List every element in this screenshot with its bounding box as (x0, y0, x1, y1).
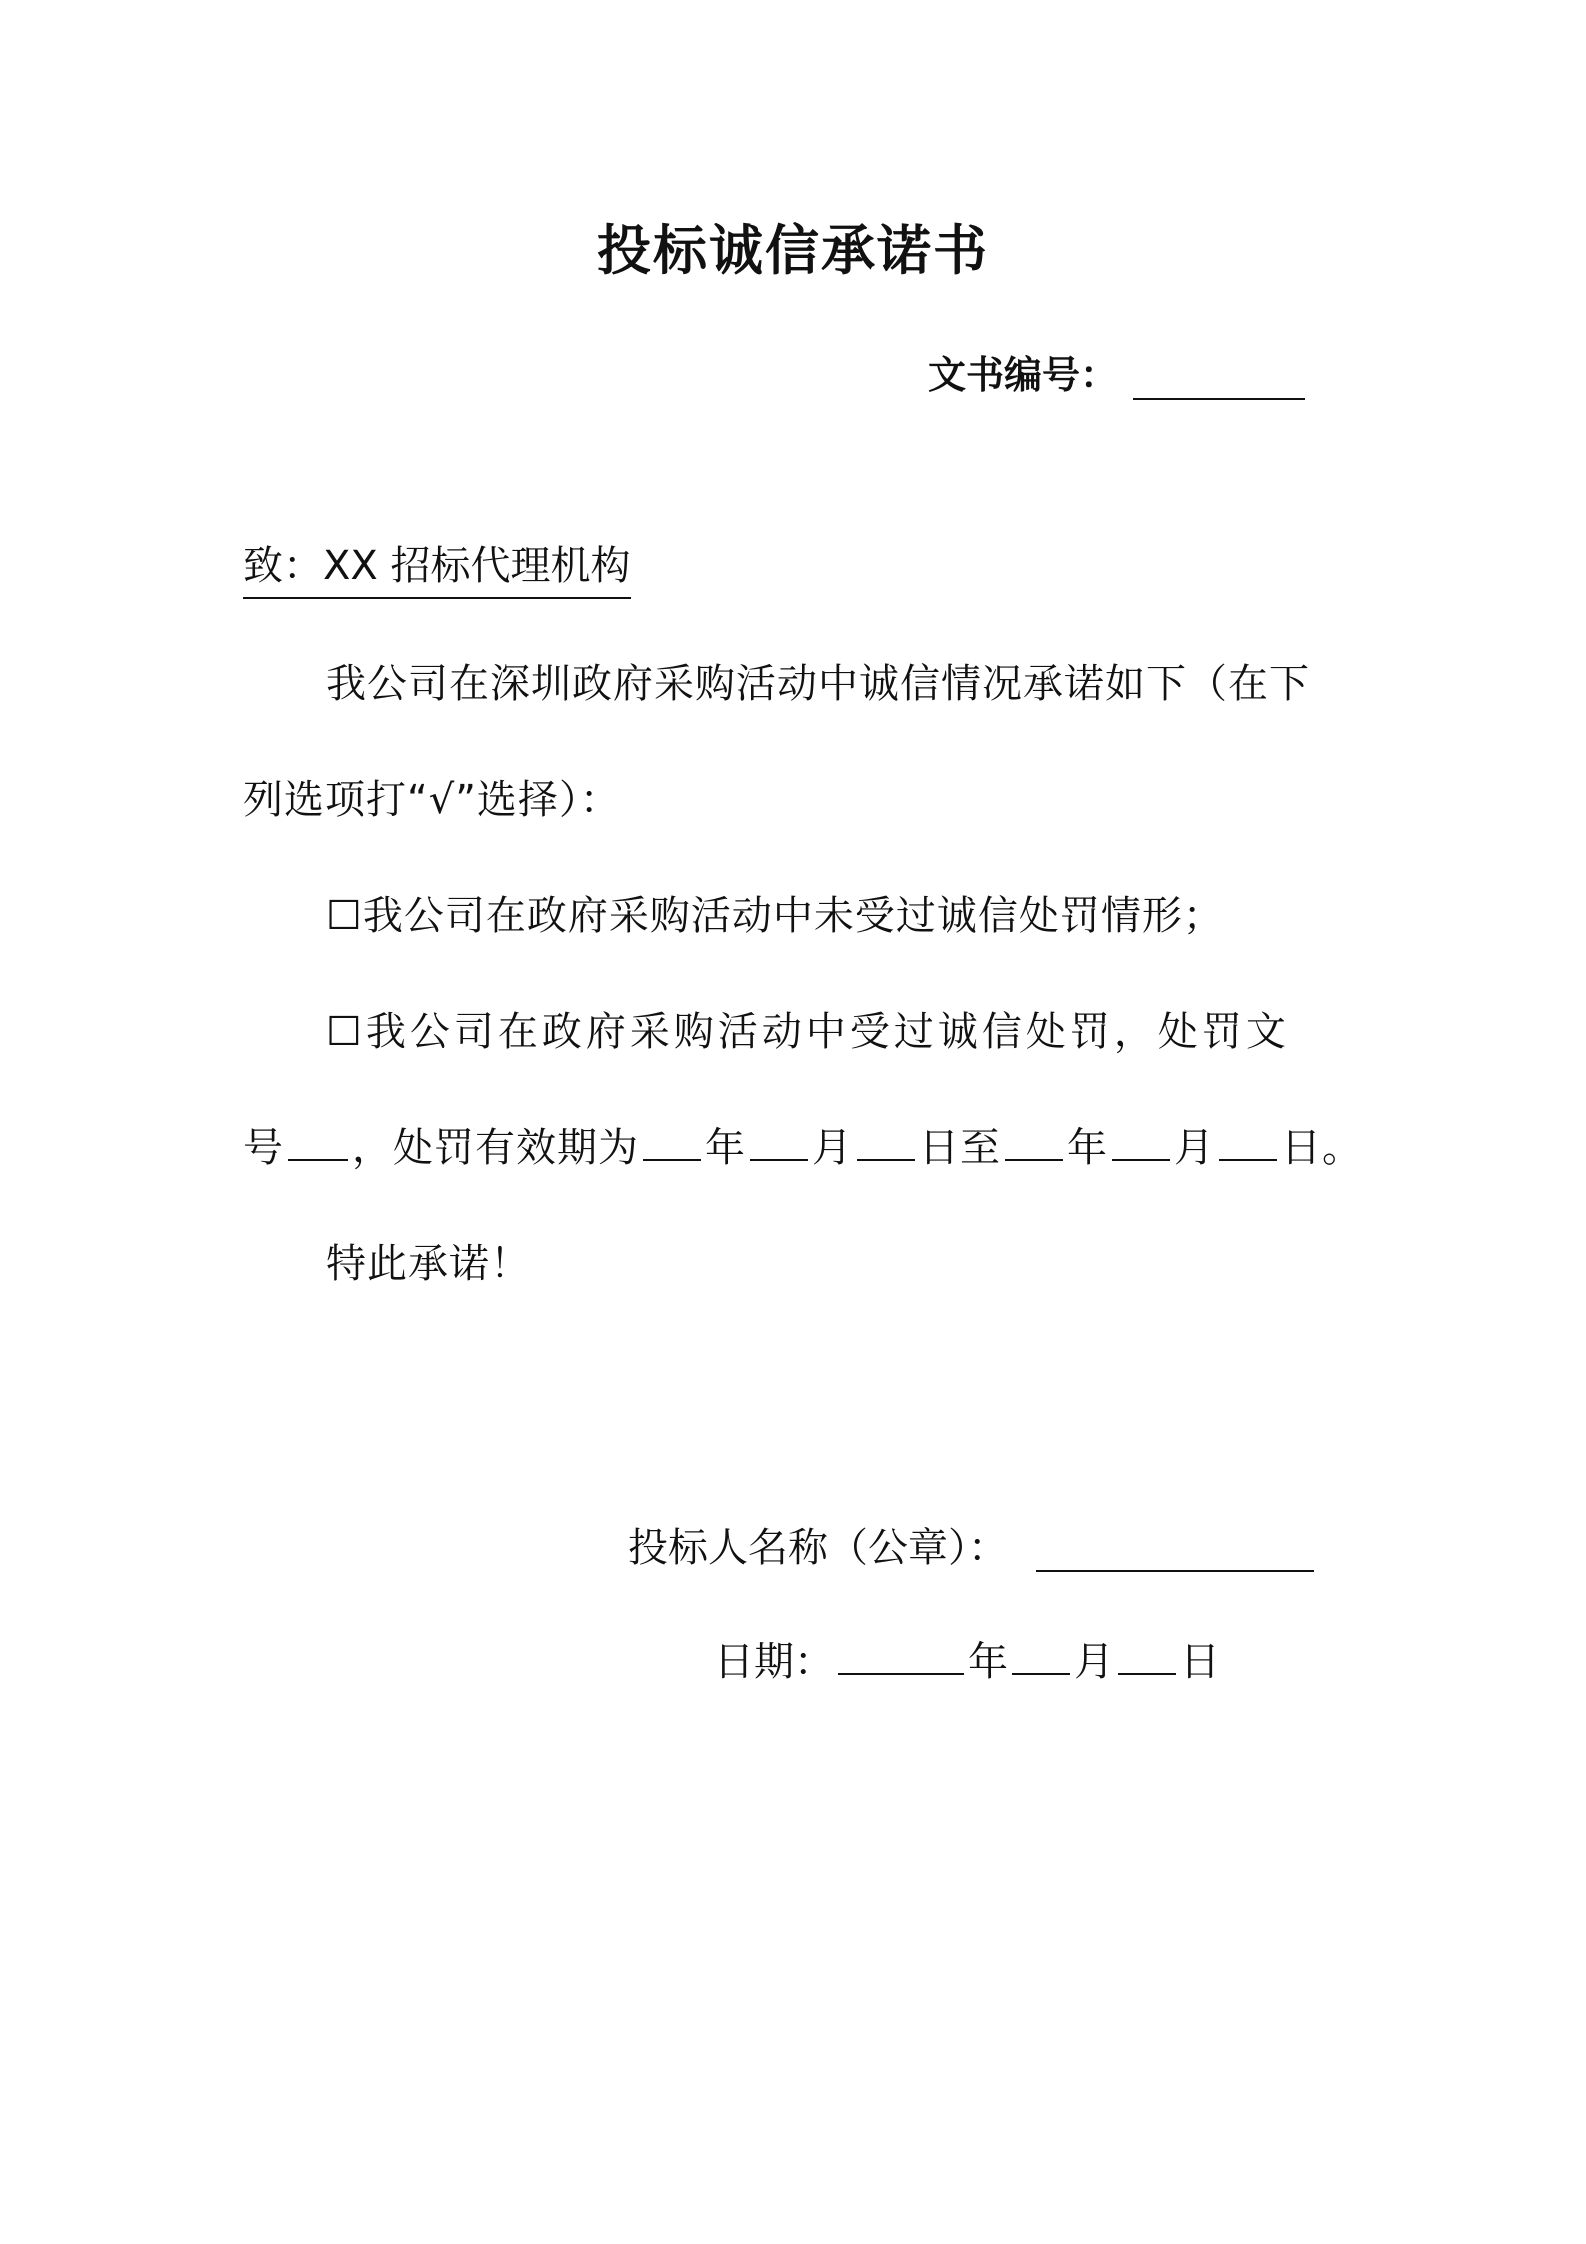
start-year-label: 年 (705, 1125, 746, 1171)
end-year-blank[interactable] (1005, 1123, 1063, 1161)
end-day-blank[interactable] (1219, 1123, 1277, 1161)
option-penalty-line-1[interactable]: ☐我公司在政府采购活动中受过诚信处罚，处罚文 (326, 1009, 1290, 1055)
penalty-period-label: ，处罚有效期为 (352, 1125, 639, 1171)
option-no-penalty[interactable]: ☐我公司在政府采购活动中未受过诚信处罚情形； (326, 893, 1224, 939)
date-label: 日期： (714, 1639, 834, 1685)
document-title: 投标诚信承诺书 (597, 219, 989, 282)
start-month-blank[interactable] (750, 1123, 808, 1161)
date-line (714, 1630, 1220, 1687)
start-day-blank[interactable] (857, 1123, 915, 1161)
date-day-label: 日 (1180, 1639, 1220, 1685)
intro-line-1: 我公司在深圳政府采购活动中诚信情况承诺如下（在下 (326, 661, 1310, 707)
closing-statement: 特此承诺！ (326, 1241, 531, 1287)
end-month-blank[interactable] (1112, 1123, 1170, 1161)
option-penalty-line-2 (243, 1116, 1363, 1173)
end-year-label: 年 (1067, 1125, 1108, 1171)
date-month-label: 月 (1074, 1639, 1114, 1685)
doc-number-label: 文书编号： (928, 353, 1119, 397)
end-month-label: 月 (1174, 1125, 1215, 1171)
signature-blank[interactable] (1036, 1570, 1314, 1572)
date-day-blank[interactable] (1118, 1637, 1176, 1675)
penalty-number-prefix: 号 (243, 1125, 284, 1171)
signature-label: 投标人名称（公章）： (628, 1525, 1008, 1571)
start-day-label: 日至 (919, 1125, 1001, 1171)
start-year-blank[interactable] (643, 1123, 701, 1161)
date-month-blank[interactable] (1012, 1637, 1070, 1675)
end-day-label: 日。 (1281, 1125, 1363, 1171)
date-year-label: 年 (968, 1639, 1008, 1685)
date-year-blank[interactable] (838, 1637, 964, 1675)
doc-number-blank[interactable] (1133, 398, 1305, 400)
penalty-number-blank[interactable] (288, 1123, 348, 1161)
intro-line-2: 列选项打“√”选择）： (243, 777, 621, 823)
start-month-label: 月 (812, 1125, 853, 1171)
addressee: 致：XX 招标代理机构 (243, 534, 631, 599)
